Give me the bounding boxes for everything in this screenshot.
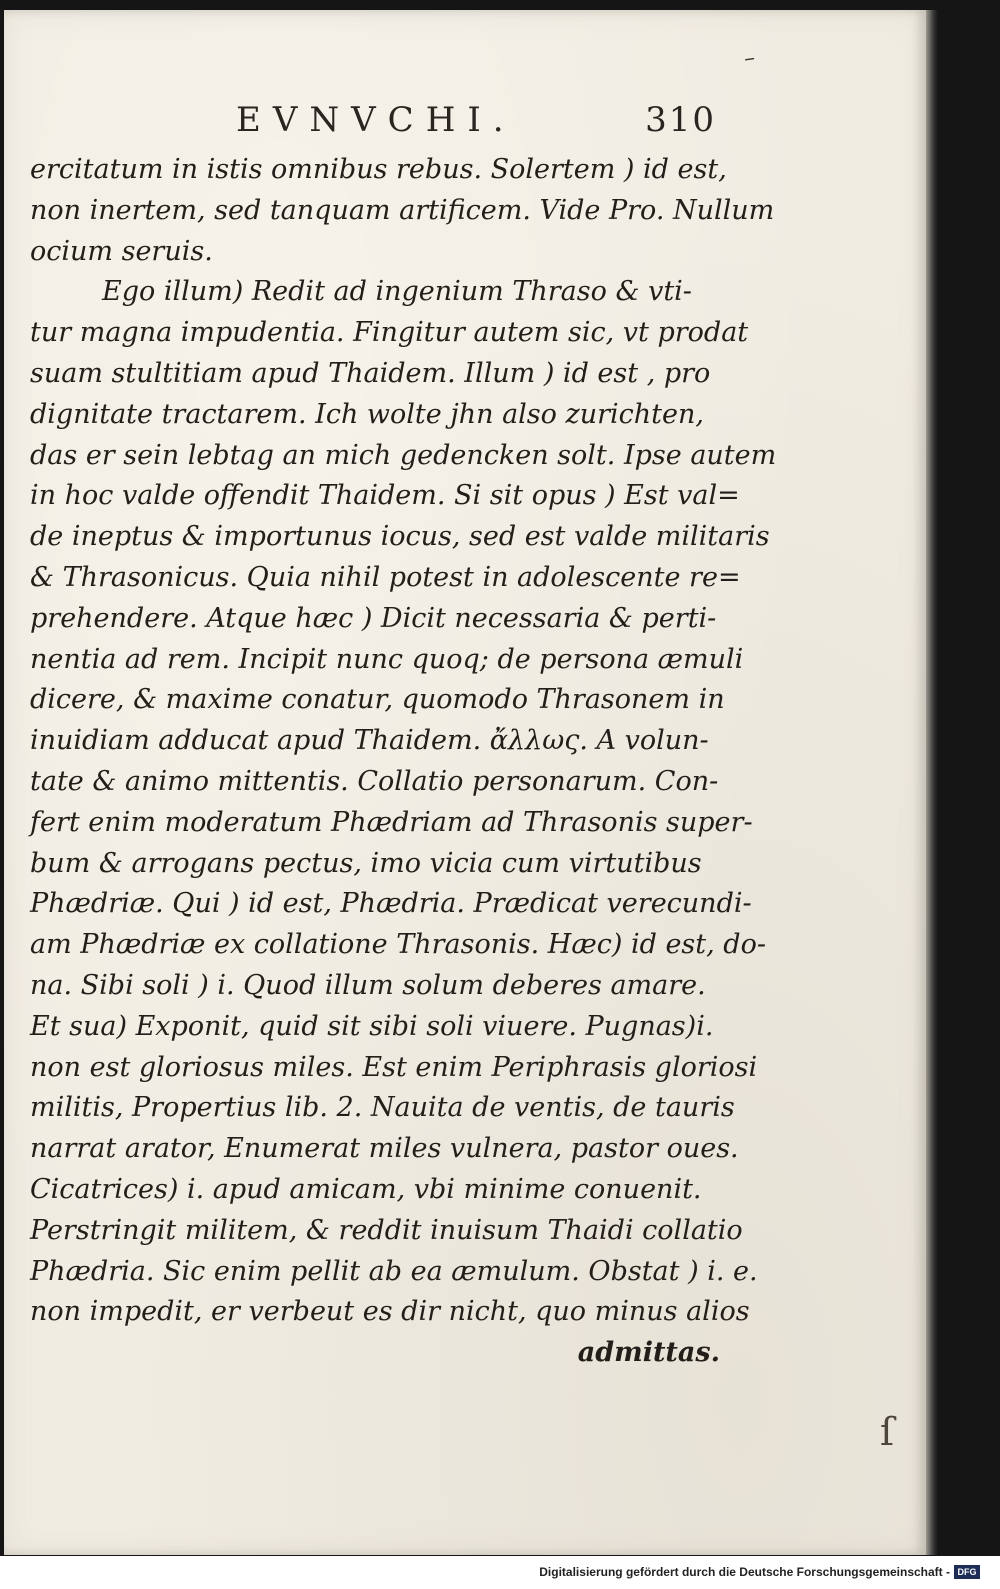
text-line: Cicatrices) i. apud amicam, vbi minime conuenit. (30, 1173, 702, 1205)
text-line: prehendere. Atque hæc ) Dicit necessaria & perti- (30, 602, 717, 634)
digitization-footer (0, 1556, 1000, 1589)
page-number: 310 (645, 100, 716, 140)
text-line: Et sua) Exponit, quid sit sibi soli viuere. Pugnas)i. (30, 1010, 714, 1042)
text-line: de ineptus & importunus iocus, sed est valde militaris (30, 521, 770, 553)
text-line: non inertem, sed tanquam artificem. Vide Pro. Nullum (30, 194, 775, 226)
running-head (236, 100, 716, 146)
text-line: ercitatum in istis omnibus rebus. Solertem ) id est, (30, 154, 727, 185)
dfg-logo: DFG (954, 1565, 980, 1579)
text-line: in hoc valde offendit Thaidem. Si sit opus ) Est val= (30, 480, 740, 512)
text-line: Phædria. Sic enim pellit ab ea æmulum. Obstat ) i. e. (30, 1255, 758, 1287)
text-line: non impedit, er verbeut es dir nicht, quo minus alios (30, 1296, 750, 1328)
text-line: inuidiam adducat apud Thaidem. ἄλλως. A volun- (30, 725, 709, 757)
text-line: nentia ad rem. Incipit nunc quoq; de persona æmuli (30, 643, 744, 675)
text-line: non est gloriosus miles. Est enim Periphrasis gloriosi (30, 1051, 758, 1083)
text-line: tur magna impudentia. Fingitur autem sic, vt prodat (30, 317, 749, 349)
page-edge-shadow (926, 10, 938, 1555)
book-page (4, 10, 926, 1555)
text-line: Ego illum) Redit ad ingenium Thraso & vti- (102, 276, 692, 308)
text-line: na. Sibi soli ) i. Quod illum solum deberes amare. (30, 969, 706, 1001)
text-line: & Thrasonicus. Quia nihil potest in adolescente re= (30, 561, 741, 593)
text-line: bum & arrogans pectus, imo vicia cum virtutibus (30, 847, 702, 879)
text-line: fert enim moderatum Phædriam ad Thrasonis super- (30, 806, 753, 838)
text-line: dignitate tractarem. Ich wolte jhn also zurichten, (30, 398, 704, 430)
text-line: dicere, & maxime conatur, quomodo Thrasonem in (30, 684, 725, 716)
running-title: EVNVCHI. (236, 100, 516, 140)
margin-mark-top: – (742, 45, 757, 72)
text-line-catchword: admittas. (577, 1337, 720, 1369)
text-line: suam stultitiam apud Thaidem. Illum ) id est , pro (30, 357, 711, 389)
commentary-text (30, 150, 777, 1374)
text-line: militis, Propertius lib. 2. Nauita de ventis, de tauris (30, 1092, 735, 1124)
text-line: am Phædriæ ex collatione Thrasonis. Hæc) id est, do- (30, 929, 766, 961)
text-line: ocium seruis. (30, 235, 213, 267)
text-line: narrat arator, Enumerat miles vulnera, pastor oues. (30, 1133, 739, 1165)
funding-credit: Digitalisierung gefördert durch die Deutsche Forschungsgemeinschaft - (539, 1565, 950, 1579)
text-line: tate & animo mittentis. Collatio personarum. Con- (30, 765, 719, 797)
text-line: das er sein lebtag an mich gedencken solt. Ipse autem (30, 439, 777, 471)
text-line: Perstringit militem, & reddit inuisum Thaidi collatio (30, 1214, 743, 1246)
text-line: Phædriæ. Qui ) id est, Phædria. Prædicat verecundi- (30, 888, 752, 920)
margin-mark-bottom: ſ (880, 1410, 895, 1454)
